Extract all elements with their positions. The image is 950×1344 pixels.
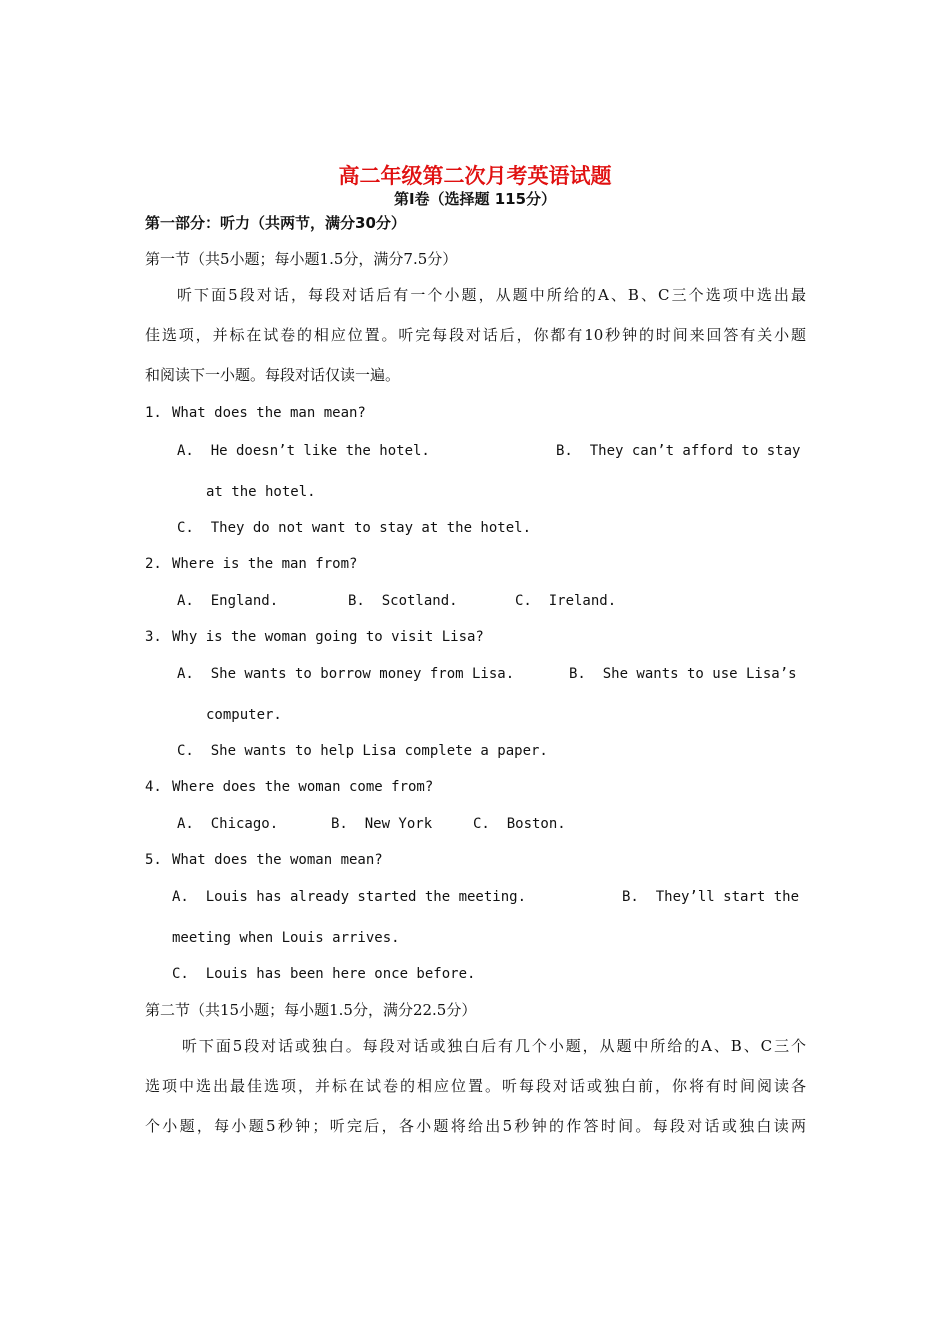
option-c: C. Louis has been here once before. bbox=[172, 966, 476, 982]
question-number: 1. bbox=[145, 405, 162, 421]
option-a: A. He doesn’t like the hotel. bbox=[177, 443, 430, 459]
option-c: C. Boston. bbox=[473, 816, 566, 832]
instruction-line: 佳选项，并标在试卷的相应位置。听完每段对话后，你都有10秒钟的时间来回答有关小题 bbox=[145, 326, 806, 344]
option-c: C. Ireland. bbox=[515, 593, 617, 609]
option-c: C. They do not want to stay at the hotel. bbox=[177, 520, 532, 536]
option-b-continuation: meeting when Louis arrives. bbox=[172, 930, 400, 946]
section1-heading: 第一节（共5小题；每小题1.5分，满分7.5分） bbox=[145, 250, 458, 268]
section1-instructions bbox=[145, 286, 806, 384]
section2-heading: 第二节（共15小题；每小题1.5分，满分22.5分） bbox=[145, 1001, 477, 1019]
option-b: B. They’ll start the bbox=[622, 889, 800, 905]
instruction-line: 选项中选出最佳选项，并标在试卷的相应位置。听每段对话或独白前，你将有时间阅读各 bbox=[145, 1077, 806, 1095]
option-a: A. England. bbox=[177, 593, 279, 609]
instruction-line: 听下面5段对话，每段对话后有一个小题，从题中所给的A、B、C三个选项中选出最 bbox=[177, 286, 806, 304]
option-a: A. She wants to borrow money from Lisa. bbox=[177, 666, 515, 682]
question-number: 3. bbox=[145, 629, 162, 645]
option-c: C. She wants to help Lisa complete a paper. bbox=[177, 743, 548, 759]
option-b: B. New York bbox=[331, 816, 433, 832]
question-text: Why is the woman going to visit Lisa? bbox=[172, 629, 484, 645]
question-text: What does the woman mean? bbox=[172, 852, 383, 868]
option-a: A. Louis has already started the meeting. bbox=[172, 889, 527, 905]
instruction-line: 和阅读下一小题。每段对话仅读一遍。 bbox=[145, 366, 401, 384]
exam-title: 高二年级第二次月考英语试题 bbox=[338, 164, 612, 188]
question-number: 4. bbox=[145, 779, 162, 795]
question-text: What does the man mean? bbox=[172, 405, 366, 421]
instruction-line: 个小题，每小题5秒钟；听完后，各小题将给出5秒钟的作答时间。每段对话或独白读两 bbox=[145, 1117, 806, 1135]
question-number: 2. bbox=[145, 556, 162, 572]
option-b: B. They can’t afford to stay bbox=[556, 443, 801, 459]
exam-subtitle: 第Ⅰ卷（选择题 115分） bbox=[393, 190, 557, 208]
question-number: 5. bbox=[145, 852, 162, 868]
question-text: Where is the man from? bbox=[172, 556, 358, 572]
instruction-line: 听下面5段对话或独白。每段对话或独白后有几个小题，从题中所给的A、B、C三个 bbox=[182, 1037, 806, 1055]
section2-instructions bbox=[145, 1037, 806, 1135]
part1-heading: 第一部分：听力（共两节，满分30分） bbox=[145, 214, 406, 232]
option-b-continuation: at the hotel. bbox=[206, 484, 316, 500]
question-text: Where does the woman come from? bbox=[172, 779, 434, 795]
option-b: B. Scotland. bbox=[348, 593, 458, 609]
option-b-continuation: computer. bbox=[206, 707, 282, 723]
option-a: A. Chicago. bbox=[177, 816, 279, 832]
option-b: B. She wants to use Lisa’s bbox=[569, 666, 797, 682]
